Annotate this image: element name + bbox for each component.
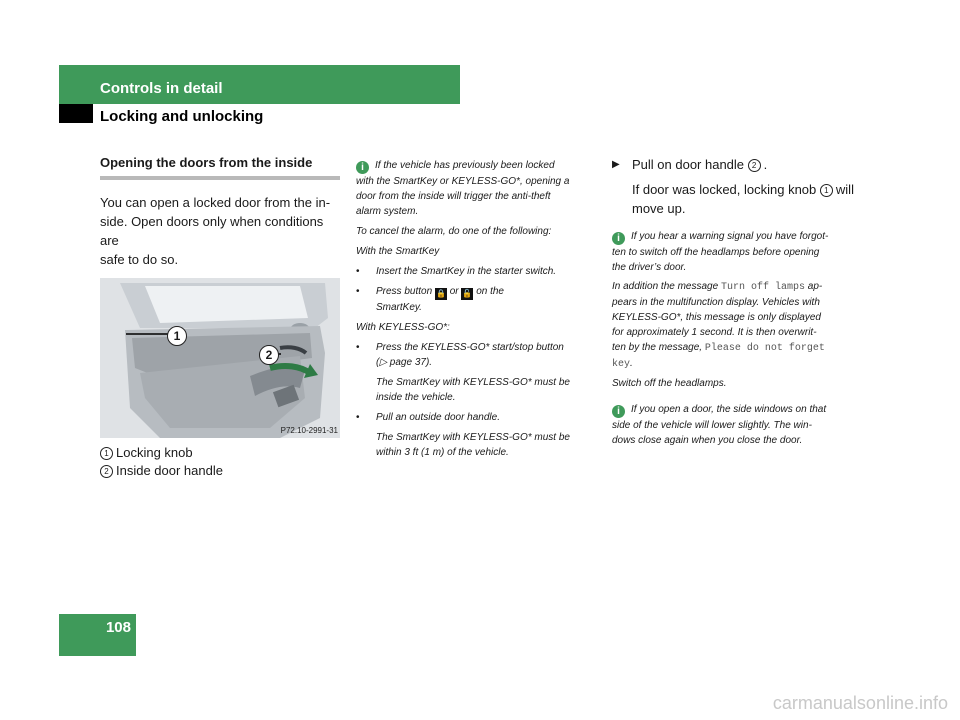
chapter-title: Controls in detail bbox=[100, 80, 223, 97]
legend-item: 1 Locking knob bbox=[100, 444, 340, 462]
bullet-item: • Press the KEYLESS-GO* start/stop button (▷ page 37). bbox=[356, 342, 564, 368]
bullet-subtext: The SmartKey with KEYLESS-GO* must be within 3 ft (1 m) of the vehicle. bbox=[376, 432, 570, 458]
heading-rule bbox=[100, 176, 340, 180]
bullet-item: • Press button 🔒 or 🔓 on the SmartKey. bbox=[356, 286, 504, 313]
header-tab-marker bbox=[59, 104, 93, 123]
info-icon: i bbox=[356, 161, 369, 174]
display-message: Please do not forget bbox=[704, 343, 825, 354]
column-left bbox=[100, 155, 340, 480]
info-note-headlamps: i If you hear a warning signal you have forgot- ten to switch off the headlamps before opening the driver’s door. In addition the message Turn off lamps ap- pears in the multifunction display. Vehicles with KEYLESS-GO*, this message is only displayed for approximately 1 second. It is then overwrit- ten by the message, Please do not forget key. Switch off the headlamps. bbox=[612, 231, 829, 389]
info-icon: i bbox=[612, 232, 625, 245]
bullet-item: • Pull an outside door handle. bbox=[356, 412, 500, 423]
with-keyless-label: With KEYLESS-GO*: bbox=[356, 322, 450, 333]
section-heading: Opening the doors from the inside bbox=[100, 155, 313, 170]
page-number: 108 bbox=[105, 619, 131, 636]
callout-1: 1 bbox=[167, 326, 187, 346]
section-title: Locking and unlocking bbox=[100, 108, 264, 125]
with-smartkey-label: With the SmartKey bbox=[356, 246, 440, 257]
lock-icon: 🔒 bbox=[435, 289, 446, 298]
display-message: Turn off lamps bbox=[720, 282, 805, 293]
intro-paragraph: You can open a locked door from the in- side. Open doors only when conditions are safe to do so. bbox=[100, 195, 331, 267]
column-right bbox=[612, 155, 854, 452]
info-note-alarm: i If the vehicle has previously been locked with the SmartKey or KEYLESS-GO*, opening a door from the inside will trigger the anti-theft alarm system. bbox=[356, 160, 570, 217]
callout-2: 2 bbox=[259, 345, 279, 365]
unlock-icon: 🔓 bbox=[462, 289, 473, 298]
door-interior-figure bbox=[100, 278, 340, 438]
figure-code: P72.10-2991-31 bbox=[280, 426, 338, 435]
info-note-windows: i If you open a door, the side windows on that side of the vehicle will lower slightly. The win- dows close again when you close the door. bbox=[612, 404, 827, 446]
display-message: key bbox=[612, 359, 631, 370]
figure-legend bbox=[100, 444, 340, 480]
column-middle bbox=[356, 158, 596, 465]
legend-item: 2 Inside door handle bbox=[100, 462, 340, 480]
cancel-alarm-text: To cancel the alarm, do one of the following: bbox=[356, 226, 552, 237]
info-icon: i bbox=[612, 405, 625, 418]
bullet-item: • Insert the SmartKey in the starter switch. bbox=[356, 266, 557, 277]
door-illustration bbox=[100, 278, 340, 438]
step-arrow-icon: ▶ bbox=[612, 159, 620, 170]
step-result: If door was locked, locking knob 1 will move up. bbox=[632, 182, 854, 216]
instruction-step: ▶ Pull on door handle 2 . bbox=[612, 157, 768, 172]
watermark: carmanualsonline.info bbox=[772, 693, 948, 713]
bullet-subtext: The SmartKey with KEYLESS-GO* must be inside the vehicle. bbox=[376, 377, 570, 403]
